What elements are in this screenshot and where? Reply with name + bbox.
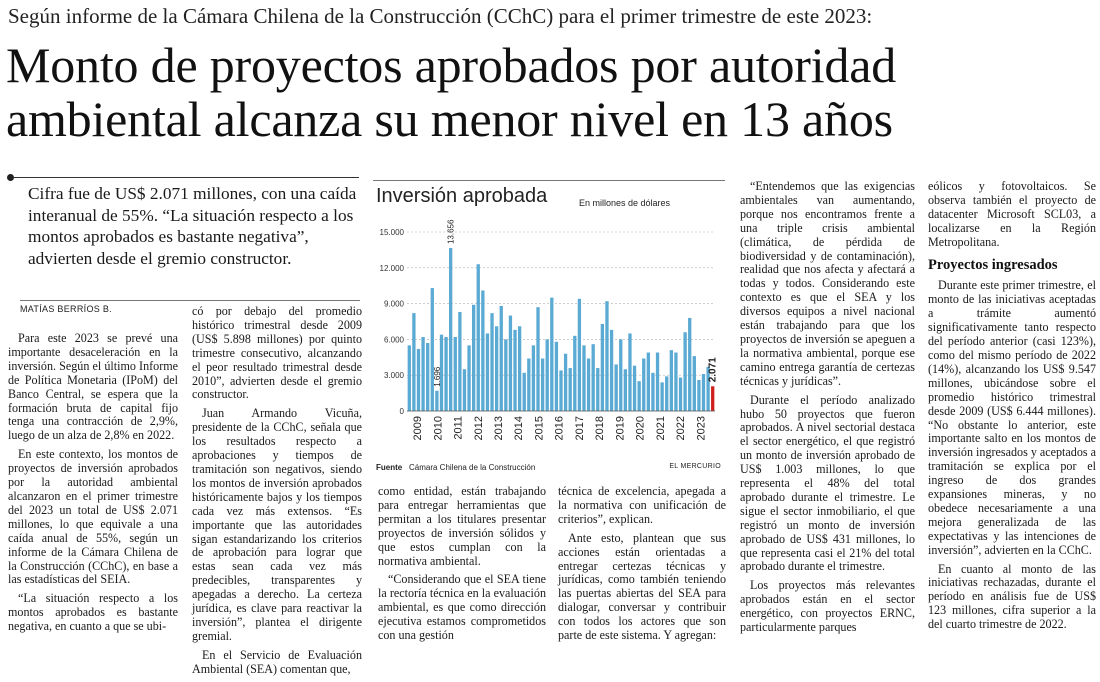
y-tick-label: 12.000 xyxy=(379,263,404,273)
chart-bar xyxy=(481,290,484,411)
chart-bar xyxy=(660,382,663,411)
paragraph: “Entendemos que las exigencias ambientales van aumentando, porque nos encontramos frente a una triple crisis ambiental (climática, de pérdida de biodiversidad y de contaminación), realidad que nos afecta y afectará a todas y todos. Considerando este contexto es que el SEA y los diversos equipos a nivel nacional están trabajando para que los proyectos de inversión se apeguen a la normativa ambiental, porque ese camino entrega garantía de certezas técnicas y jurídicas”. xyxy=(740,179,915,388)
body-column-2 xyxy=(192,305,362,682)
x-tick-label: 2020 xyxy=(634,416,647,441)
chart-subtitle: En millones de dólares xyxy=(579,198,671,208)
chart-bar xyxy=(412,313,415,411)
chart-bar xyxy=(463,369,466,411)
x-tick-label: 2012 xyxy=(472,416,485,441)
x-tick-label: 2011 xyxy=(452,416,465,440)
body-column-1 xyxy=(8,332,178,639)
x-tick-label: 2009 xyxy=(412,416,425,441)
data-label: 1.696 xyxy=(432,366,442,387)
subheading: Proyectos ingresados xyxy=(928,256,1058,273)
chart-bar xyxy=(610,330,613,411)
chart-bar xyxy=(624,369,627,411)
chart-source-label: Fuente xyxy=(376,463,403,472)
chart-bar xyxy=(628,333,631,411)
chart-bar xyxy=(573,336,576,411)
chart-bar xyxy=(472,305,475,411)
x-tick-label: 2021 xyxy=(654,416,667,441)
chart-bar xyxy=(702,374,705,411)
chart-bar xyxy=(688,318,691,411)
paragraph: Durante este primer trimestre, el monto de las iniciativas aceptadas a trámite aumentó significativamente tanto respecto del período anterior (casi 123%), como del mismo período de 2022 (14%), alcanzando los US$ 9.547 millones, ubicándose sobre el promedio histórico trimestral desde 2009 (US$ 6.444 millones). “No obstante lo anterior, este importante salto en los montos de inversión ingresados y aceptados a tramitación se explica por el ingreso de dos grandes expansiones mineras, y no obedece necesariamente a una mejora generalizada de las expectativas y las intenciones de inversión”, advierten en la CChC. xyxy=(928,278,1096,557)
chart-bar xyxy=(651,373,654,411)
x-tick-label: 2023 xyxy=(695,416,708,441)
chart-bar xyxy=(509,316,512,411)
chart-bar xyxy=(532,345,535,411)
chart-plot xyxy=(373,180,725,462)
chart-brand: EL MERCURIO xyxy=(669,463,721,470)
paragraph: técnica de excelencia, apegada a la normativa con unificación de criterios”, explican. xyxy=(558,484,726,526)
chart-bar xyxy=(454,337,457,411)
chart-bar xyxy=(587,358,590,411)
chart-bar xyxy=(546,339,549,411)
x-tick-label: 2017 xyxy=(573,416,586,441)
chart-bar xyxy=(490,313,493,411)
chart-bar xyxy=(679,378,682,411)
lead-paragraph: Cifra fue de US$ 2.071 millones, con una caída interanual de 55%. “La situación respecto a los montos aprobados es bastante negativa”, advierten desde el gremio constructor. xyxy=(28,184,357,268)
x-tick-label: 2015 xyxy=(533,416,546,441)
paragraph: “La situación respecto a los montos aprobados es bastante negativa, en cuanto a que se ubi- xyxy=(8,591,178,634)
chart-bar xyxy=(408,345,411,411)
chart-bar xyxy=(417,349,420,411)
x-tick-label: 2016 xyxy=(553,416,566,441)
chart-title: Inversión aprobada xyxy=(376,185,548,207)
chart-bar xyxy=(555,342,558,411)
x-tick-label: 2022 xyxy=(675,416,688,441)
body-column-6 xyxy=(928,180,1096,637)
chart-bar xyxy=(656,353,659,411)
chart-bar xyxy=(674,353,677,411)
chart-bar xyxy=(596,368,599,411)
chart-bar xyxy=(605,301,608,411)
y-tick-label: 9.000 xyxy=(383,299,404,309)
investment-chart xyxy=(373,180,725,476)
chart-bar xyxy=(477,264,480,411)
bullet-icon xyxy=(7,174,14,181)
chart-bar xyxy=(467,345,470,411)
chart-bar xyxy=(665,376,668,411)
y-tick-label: 6.000 xyxy=(383,335,404,345)
chart-bar xyxy=(711,386,714,411)
chart-bar xyxy=(592,344,595,411)
chart-bar xyxy=(513,330,516,411)
chart-bar xyxy=(518,326,521,411)
chart-bar xyxy=(693,356,696,411)
chart-bar xyxy=(431,288,434,411)
y-tick-label: 15.000 xyxy=(379,228,404,237)
paragraph: Juan Armando Vicuña, presidente de la CChC, señala que los resultados respecto a aprobaciones y tiempos de tramitación son negativos, siendo los montos de inversión aprobados históricamente bajos y los tiempos cada vez más extensos. “Es importante que las autoridades sigan estandarizando los criterios de aprobación para lograr que estas sean cada vez más predecibles, transparentes y apegadas a derecho. La certeza jurídica, es clave para reactivar la inversión”, plantea el dirigente gremial. xyxy=(192,406,362,643)
data-label: 2.071 xyxy=(707,357,719,383)
paragraph: como entidad, están trabajando para entregar herramientas que permitan a los titulares presentar proyectos de inversión sólidos y que estos cumplan con la normativa ambiental. xyxy=(378,484,546,568)
chart-bar xyxy=(637,381,640,411)
x-tick-label: 2018 xyxy=(594,416,607,441)
chart-bar xyxy=(601,324,604,411)
body-column-5 xyxy=(740,180,915,640)
body-column-3 xyxy=(378,485,546,648)
x-tick-label: 2019 xyxy=(614,416,627,441)
chart-bar xyxy=(426,343,429,411)
chart-bar xyxy=(670,350,673,411)
chart-bar xyxy=(683,332,686,411)
chart-bar xyxy=(444,337,447,411)
chart-bar xyxy=(564,354,567,411)
paragraph: có por debajo del promedio histórico trimestral desde 2009 (US$ 5.898 millones) por quinto trimestre consecutivo, alcanzando el peor resultado trimestral desde 2010”, advierten desde el gremio constructor. xyxy=(192,304,362,402)
chart-bar xyxy=(500,306,503,411)
paragraph: eólicos y fotovoltaicos. Se observa también el proyecto de datacenter Microsoft SCL03, a localizarse en la Región Metropolitana. xyxy=(928,179,1096,249)
x-tick-label: 2013 xyxy=(493,416,506,441)
chart-bar xyxy=(615,364,618,411)
x-tick-label: 2010 xyxy=(432,416,445,441)
chart-bar xyxy=(504,339,507,411)
headline: Monto de proyectos aprobados por autoridad ambiental alcanza su menor nivel en 13 años xyxy=(6,37,896,147)
chart-bar xyxy=(536,307,539,411)
y-tick-label: 3.000 xyxy=(383,371,404,381)
paragraph: En cuanto al monto de las iniciativas rechazadas, durante el período en análisis fue de US$ 123 millones, cifra superior a la del cuarto trimestre de 2022. xyxy=(928,561,1096,632)
byline: MATÍAS BERRÍOS B. xyxy=(20,304,112,314)
chart-bar xyxy=(527,358,530,411)
body-column-4 xyxy=(558,485,726,648)
chart-bar xyxy=(550,298,553,411)
chart-bar xyxy=(449,248,452,411)
chart-bar xyxy=(541,358,544,411)
paragraph: En el Servicio de Evaluación Ambiental (SEA) comentan que, xyxy=(192,647,362,676)
chart-bar xyxy=(619,339,622,411)
divider xyxy=(20,300,360,301)
x-tick-label: 2014 xyxy=(513,416,526,441)
chart-bar xyxy=(495,326,498,411)
chart-bar xyxy=(569,368,572,411)
chart-bar xyxy=(458,312,461,411)
paragraph: Los proyectos más relevantes aprobados están en el sector energético, con proyectos ERNC, particularmente parques xyxy=(740,578,915,635)
chart-bar xyxy=(582,345,585,411)
chart-bar xyxy=(633,366,636,411)
y-tick-label: 0 xyxy=(399,407,404,416)
chart-bar xyxy=(697,380,700,411)
chart-bar xyxy=(578,299,581,411)
chart-bar xyxy=(559,370,562,411)
data-label: 13.656 xyxy=(446,219,456,245)
chart-bar xyxy=(486,333,489,411)
chart-bar xyxy=(647,353,650,411)
paragraph: “Considerando que el SEA tiene la rectoría técnica en la evaluación ambiental, es que como dirección ejecutiva estamos comprometidos con una gestión xyxy=(378,572,546,643)
paragraph: Durante el período analizado hubo 50 proyectos que fueron aprobados. A nivel sectorial destaca el sector energético, el que registró un monto de inversión aprobado de US$ 1.003 millones, lo que representa el 48% del total aprobado durante el trimestre. Le sigue el sector inmobiliario, el que registró un monto de inversión aprobado de US$ 431 millones, lo que representa casi el 21% del total aprobado durante el trimestre. xyxy=(740,392,915,574)
chart-bar xyxy=(642,358,645,411)
chart-source: Cámara Chilena de la Construcción xyxy=(409,463,536,472)
chart-bar xyxy=(523,373,526,411)
paragraph: Ante esto, plantean que sus acciones están orientadas a entregar certezas técnicas y jurídicas, como también teniendo las puertas abiertas del SEA para dialogar, conversar y contribuir con todos los actores que son parte de este sistema. Y agregan: xyxy=(558,530,726,643)
paragraph: En este contexto, los montos de proyectos de inversión aprobados por la autoridad ambiental alcanzaron en el primer trimestre del 2023 un total de US$ 2.071 millones, lo que equivale a una caída anual de 55%, según un informe de la Cámara Chilena de la Construcción (CChC), en base a las estadísticas del SEIA. xyxy=(8,447,178,587)
divider xyxy=(14,177,359,178)
paragraph: Para este 2023 se prevé una importante desaceleración en la inversión. Según el último Informe de Política Monetaria (IPoM) del Banco Central, se espera que la formación bruta de capital fijo tenga una contracción de 2,9%, luego de un alza de 2,8% en 2022. xyxy=(8,331,178,443)
chart-bar xyxy=(421,337,424,411)
chart-bar xyxy=(435,391,438,411)
kicker: Según informe de la Cámara Chilena de la Construcción (CChC) para el primer trimestre de este 2023: xyxy=(8,4,873,28)
